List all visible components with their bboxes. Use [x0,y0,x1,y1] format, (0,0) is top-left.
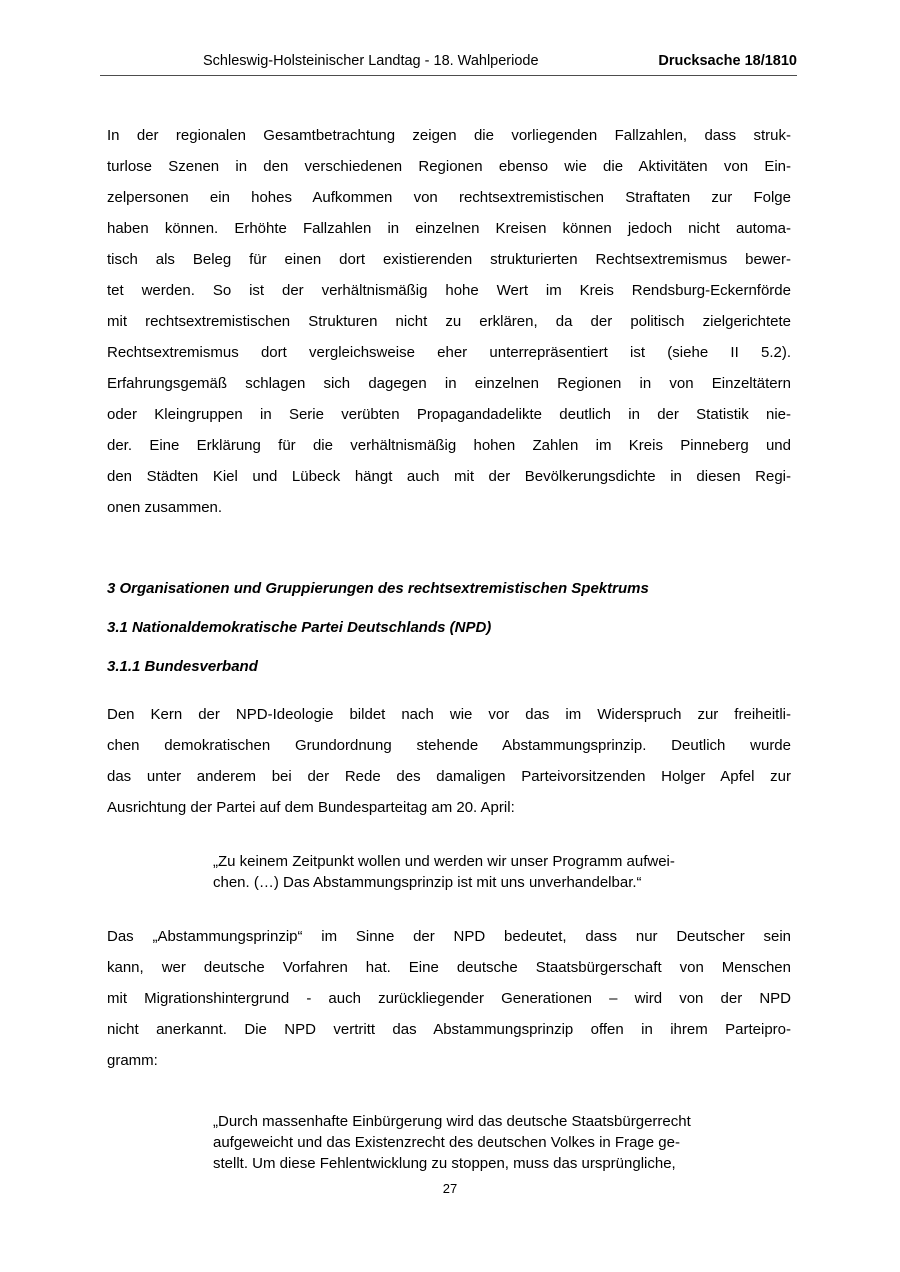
text-line: tisch als Beleg für einen dort existierenden strukturierten Rechtsextremismus bewer- [107,251,791,268]
blockquote-apfel-speech [213,851,793,893]
text-line: aufgeweicht und das Existenzrecht des deutschen Volkes in Frage ge- [213,1134,680,1151]
text-line: stellt. Um diese Fehlentwicklung zu stoppen, muss das ursprüngliche, [213,1155,676,1172]
page-number: 27 [442,1181,458,1196]
text-line: den Städten Kiel und Lübeck hängt auch mit der Bevölkerungsdichte in diesen Regi- [107,468,791,485]
text-line: turlose Szenen in den verschiedenen Regionen ebenso wie die Aktivitäten von Ein- [107,158,791,175]
text-line: der. Eine Erklärung für die verhältnismäßig hohen Zahlen im Kreis Pinneberg und [107,437,791,454]
text-line: mit rechtsextremistischen Strukturen nicht zu erklären, da der politisch zielgerichtete [107,313,791,330]
section-heading-3: 3 Organisationen und Gruppierungen des rechtsextremistischen Spektrums [107,580,649,597]
header-title: Schleswig-Holsteinischer Landtag - 18. Wahlperiode [203,53,539,69]
section-heading-3-1-1: 3.1.1 Bundesverband [107,658,258,675]
text-line: das unter anderem bei der Rede des damaligen Parteivorsitzenden Holger Apfel zur [107,768,791,785]
section-heading-3-1: 3.1 Nationaldemokratische Partei Deutschlands (NPD) [107,619,492,636]
text-line: chen. (…) Das Abstammungsprinzip ist mit uns unverhandelbar.“ [213,874,642,891]
text-line: mit Migrationshintergrund - auch zurückliegender Generationen – wird von der NPD [107,990,791,1007]
text-line: „Zu keinem Zeitpunkt wollen und werden wir unser Programm aufwei- [213,853,675,870]
text-line: zelpersonen ein hohes Aufkommen von rechtsextremistischen Straftaten zur Folge [107,189,791,206]
paragraph-abstammungsprinzip [107,921,791,1076]
text-line: Den Kern der NPD-Ideologie bildet nach wie vor das im Widerspruch zur freiheitli- [107,706,791,723]
header-doc-number: Drucksache 18/1810 [658,53,797,69]
text-line: nicht anerkannt. Die NPD vertritt das Abstammungsprinzip offen in ihrem Parteipro- [107,1021,791,1038]
text-line: chen demokratischen Grundordnung stehende Abstammungsprinzip. Deutlich wurde [107,737,791,754]
text-line: onen zusammen. [107,499,223,516]
text-line: gramm: [107,1052,158,1069]
text-line: Rechtsextremismus dort vergleichsweise eher unterrepräsentiert ist (siehe II 5.2). [107,344,791,361]
text-line: oder Kleingruppen in Serie verübten Propagandadelikte deutlich in der Statistik nie- [107,406,791,423]
text-line: kann, wer deutsche Vorfahren hat. Eine deutsche Staatsbürgerschaft von Menschen [107,959,791,976]
blockquote-party-program [213,1111,793,1174]
paragraph-regional-analysis [107,120,791,523]
text-line: Erfahrungsgemäß schlagen sich dagegen in einzelnen Regionen in von Einzeltätern [107,375,791,392]
text-line: haben können. Erhöhte Fallzahlen in einzelnen Kreisen können jedoch nicht automa- [107,220,791,237]
page-header [100,52,797,76]
text-line: In der regionalen Gesamtbetrachtung zeigen die vorliegenden Fallzahlen, dass struk- [107,127,791,144]
text-line: Ausrichtung der Partei auf dem Bundesparteitag am 20. April: [107,799,515,816]
text-line: tet werden. So ist der verhältnismäßig hohe Wert im Kreis Rendsburg-Eckernförde [107,282,791,299]
text-line: Das „Abstammungsprinzip“ im Sinne der NPD bedeutet, dass nur Deutscher sein [107,928,791,945]
paragraph-npd-ideology [107,699,791,823]
text-line: „Durch massenhafte Einbürgerung wird das deutsche Staatsbürgerrecht [213,1113,691,1130]
